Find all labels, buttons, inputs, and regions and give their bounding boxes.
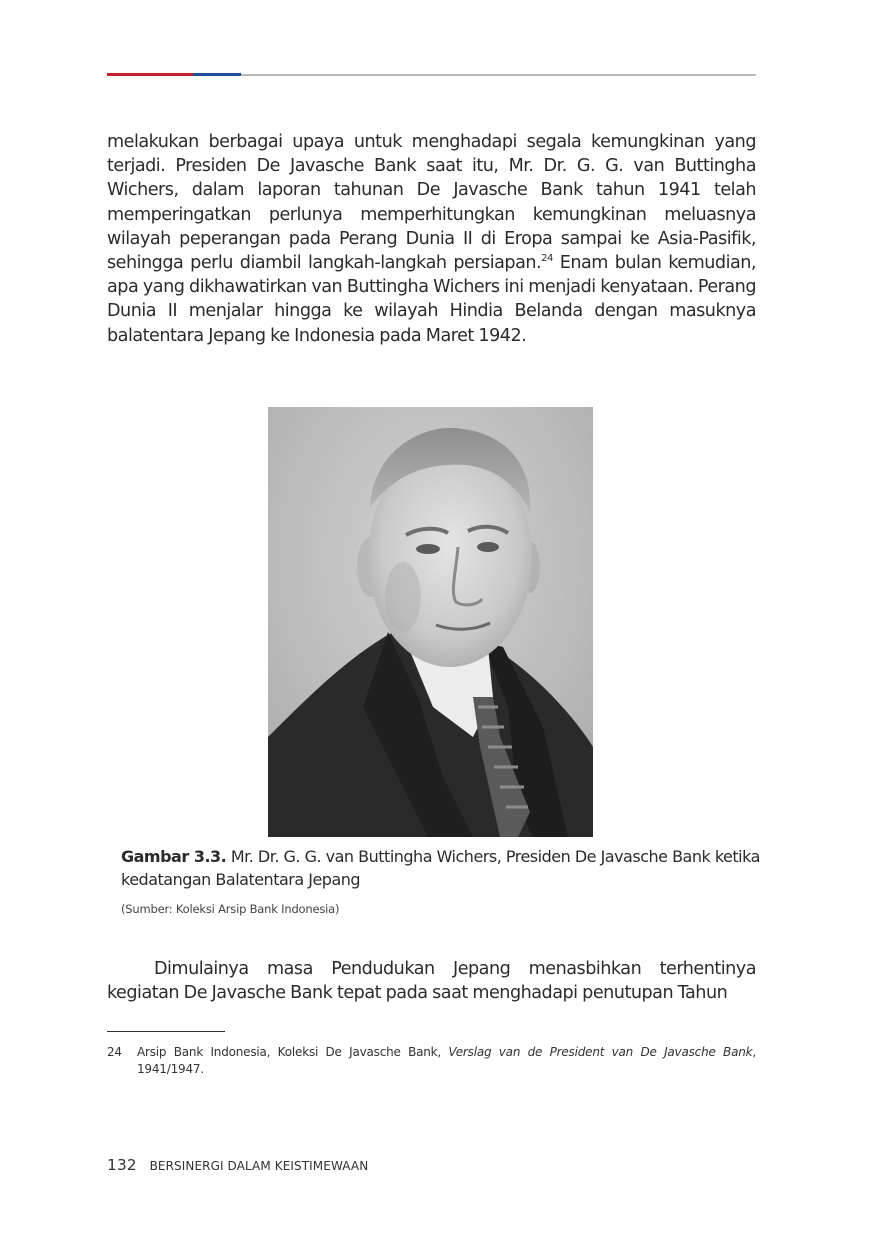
figure-label: Gambar 3.3. <box>121 847 227 866</box>
running-title: BERSINERGI DALAM KEISTIMEWAAN <box>149 1159 369 1173</box>
figure-source: (Sumber: Koleksi Arsip Bank Indonesia) <box>121 902 340 916</box>
portrait-photo <box>268 407 593 837</box>
figure-caption-text: Mr. Dr. G. G. van Buttingha Wichers, Presiden De Javasche Bank ketika kedatangan Balatentara Jepang <box>121 847 760 889</box>
body-paragraph-2: Dimulainya masa Pendudukan Jepang menasbihkan terhentinya kegiatan De Javasche Bank tepat pada saat menghadapi penutupan Tahun <box>107 959 756 1004</box>
header-rule-blue <box>193 73 241 76</box>
paragraph-text-continued: Enam bulan kemudian, apa yang dikhawatirkan van Buttingha Wichers ini menjadi kenyataan. Perang Dunia II menjalar hingga ke wilayah Hindia Belanda dengan masuknya balatentara Jepang ke Indonesia pada Maret 1942. <box>107 253 756 346</box>
page-footer <box>107 1156 368 1174</box>
header-rule <box>107 73 756 76</box>
footnote-text <box>137 1044 756 1078</box>
footnote-text-plain: Arsip Bank Indonesia, Koleksi De Javasche Bank, <box>137 1045 449 1059</box>
footnote-text-end: , 1941/1947. <box>137 1045 756 1076</box>
paragraph-text: melakukan berbagai upaya untuk menghadapi segala kemungkinan yang terjadi. Presiden De Javasche Bank saat itu, Mr. Dr. G. G. van Buttingha Wichers, dalam laporan tahunan De Javasche Bank tahun 1941 telah memperingatkan perlunya memperhitungkan kemungkinan meluasnya wilayah peperangan pada Perang Dunia II di Eropa sampai ke Asia-Pasifik, sehingga perlu diambil langkah-langkah persiapan. <box>107 132 756 274</box>
footnote <box>107 1044 756 1078</box>
footnote-rule <box>107 1031 225 1032</box>
header-rule-red <box>107 73 193 76</box>
body-paragraph-1 <box>107 130 756 348</box>
figure-caption <box>121 846 761 891</box>
footnote-number: 24 <box>107 1045 122 1059</box>
footnote-text-italic: Verslag van de President van De Javasche Bank <box>448 1045 753 1059</box>
page-number: 132 <box>107 1156 137 1174</box>
footnote-reference[interactable]: 24 <box>541 253 553 265</box>
header-rule-grey <box>241 74 756 76</box>
